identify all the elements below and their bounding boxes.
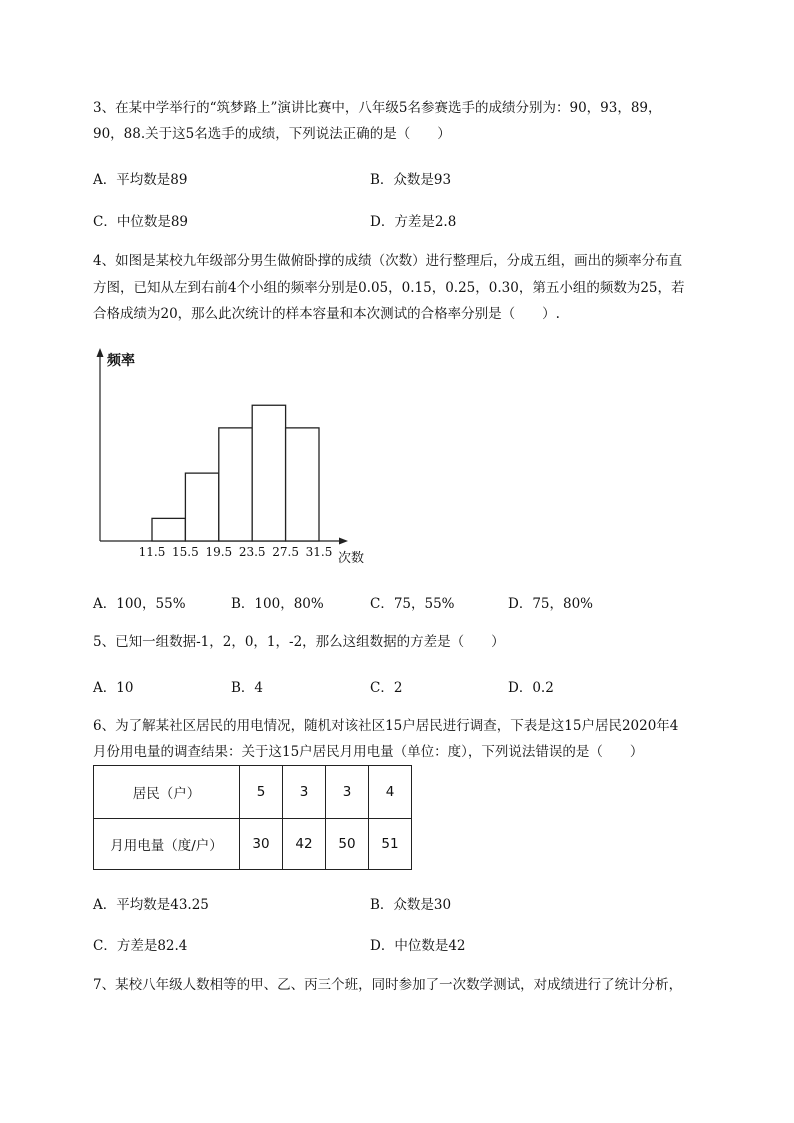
q3-option-d: D．方差是2.8 <box>370 214 457 230</box>
q3-stem-line-2: 90，88.关于这5名选手的成绩，下列说法正确的是（ ） <box>93 126 451 142</box>
q5-option-a: A．10 <box>93 680 134 696</box>
q5-option-c: C．2 <box>370 680 403 696</box>
table-row <box>94 766 412 819</box>
table-cell: 3 <box>283 766 326 819</box>
q3-option-b: B．众数是93 <box>370 172 452 188</box>
table-cell: 30 <box>240 819 283 870</box>
x-tick-label: 31.5 <box>305 545 333 559</box>
table-row <box>94 819 412 870</box>
x-tick-label: 27.5 <box>272 545 299 559</box>
q7-stem-line-1: 7、某校八年级人数相等的甲、乙、丙三个班，同时参加了一次数学测试，对成绩进行了统计分析， <box>93 977 683 993</box>
table-header-usage: 月用电量（度/户） <box>94 819 240 870</box>
q5-option-d: D．0.2 <box>508 680 554 696</box>
frequency-histogram <box>80 340 400 570</box>
histogram-bar <box>152 518 185 541</box>
electricity-table <box>93 765 412 870</box>
q5-option-b: B．4 <box>231 680 264 696</box>
q4-stem-line-1: 4、如图是某校九年级部分男生做俯卧撑的成绩（次数）进行整理后，分成五组，画出的频率分布直 <box>93 253 683 269</box>
q6-stem-line-1: 6、为了解某社区居民的用电情况，随机对该社区15户居民进行调查，下表是这15户居民2020年4 <box>93 718 679 734</box>
x-axis-label: 次数 <box>338 551 365 566</box>
y-axis-arrow <box>97 348 104 357</box>
q6-option-c: C．方差是82.4 <box>93 938 188 954</box>
table-header-residents: 居民（户） <box>94 766 240 819</box>
q3-stem-line-1: 3、在某中学举行的“筑梦路上”演讲比赛中，八年级5名参赛选手的成绩分别为：90，93，89， <box>93 100 662 116</box>
table-cell: 4 <box>369 766 412 819</box>
x-axis-arrow <box>339 538 348 545</box>
q4-option-d: D．75，80% <box>508 596 594 612</box>
x-tick-label: 15.5 <box>172 545 199 559</box>
q6-stem-line-2: 月份用电量的调查结果：关于这15户居民月用电量（单位：度），下列说法错误的是（ ） <box>93 744 644 760</box>
q6-option-d: D．中位数是42 <box>370 938 466 954</box>
q4-stem-line-2: 方图，已知从左到右前4个小组的频率分别是0.05，0.15，0.25，0.30，第五小组的频数为25，若 <box>93 280 685 296</box>
table-cell: 3 <box>326 766 369 819</box>
histogram-bar <box>252 405 285 541</box>
x-tick-label: 19.5 <box>205 545 233 559</box>
histogram-bar <box>185 473 218 541</box>
histogram-bar <box>286 428 319 541</box>
q4-option-a: A．100，55% <box>93 596 186 612</box>
q4-option-b: B．100，80% <box>231 596 324 612</box>
q6-option-a: A．平均数是43.25 <box>93 897 209 913</box>
table-cell: 51 <box>369 819 412 870</box>
q3-option-a: A．平均数是89 <box>93 172 188 188</box>
q6-option-b: B．众数是30 <box>370 897 452 913</box>
histogram-bar <box>219 428 252 541</box>
table-cell: 42 <box>283 819 326 870</box>
x-tick-label: 23.5 <box>238 545 266 559</box>
x-tick-label: 11.5 <box>138 545 166 559</box>
table-cell: 50 <box>326 819 369 870</box>
y-axis-label: 频率 <box>107 353 135 369</box>
q5-stem-line-1: 5、已知一组数据-1，2，0，1，-2，那么这组数据的方差是（ ） <box>93 634 505 650</box>
q3-option-c: C．中位数是89 <box>93 214 189 230</box>
q4-stem-line-3: 合格成绩为20，那么此次统计的样本容量和本次测试的合格率分别是（ ）. <box>93 306 560 322</box>
table-cell: 5 <box>240 766 283 819</box>
q4-option-c: C．75，55% <box>370 596 455 612</box>
